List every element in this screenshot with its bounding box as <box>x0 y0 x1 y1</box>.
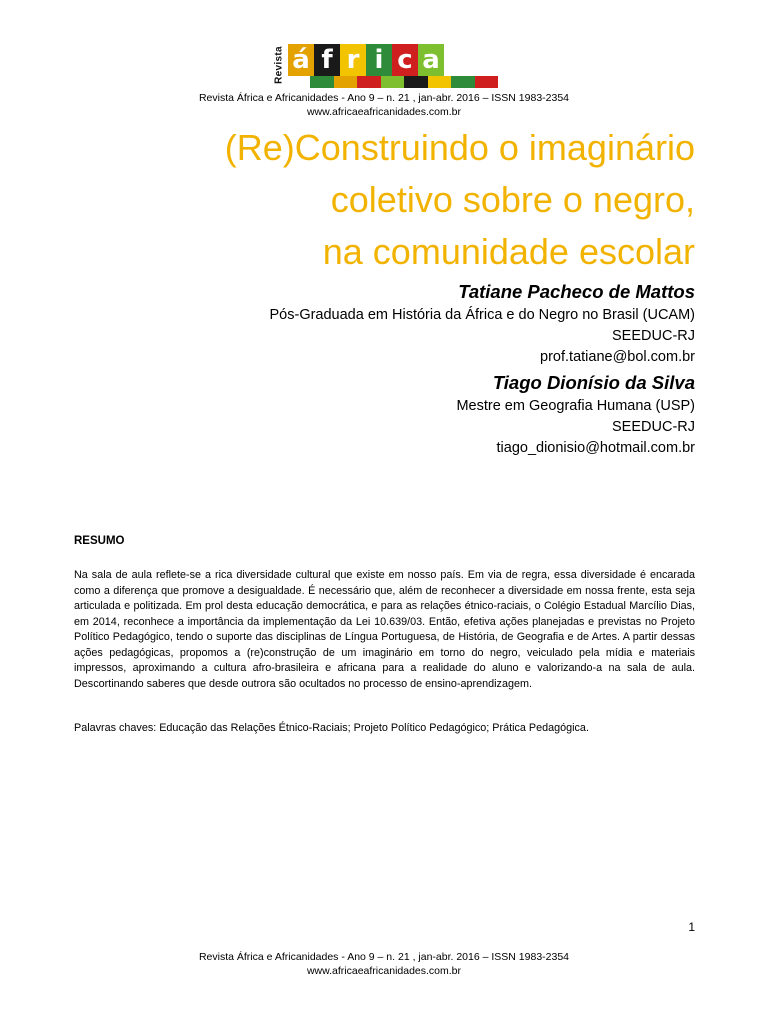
article-title-line-2: coletivo sobre o negro, <box>330 179 695 220</box>
header-website: www.africaeafricanidades.com.br <box>306 106 462 118</box>
logo-letter: a <box>418 44 444 76</box>
page-number: 1 <box>688 920 695 934</box>
logo-letter: i <box>366 44 392 76</box>
header-citation: Revista África e Africanidades - Ano 9 – n. 21 , jan-abr. 2016 – ISSN 1983-2354 <box>198 92 570 104</box>
author-institution: SEEDUC-RJ <box>612 419 695 435</box>
article-title-line-3: na comunidade escolar <box>322 231 695 272</box>
logo-letter: r <box>340 44 366 76</box>
author-email: tiago_dionisio@hotmail.com.br <box>496 440 695 456</box>
author-email: prof.tatiane@bol.com.br <box>540 349 695 365</box>
author-affiliation: Pós-Graduada em História da África e do Negro no Brasil (UCAM) <box>269 307 695 323</box>
abstract-body: Na sala de aula reflete-se a rica diversidade cultural que existe em nosso país. Em via de regra, essa diversidade é encarada como a diferença que promove a desigualdade. É necessário que, além de reconhecer a diversidade em nossa frente, esta seja articulada e politizada. Em prol desta educação democrática, e para as relações étnico-raciais, o Colégio Estadual Marcílio Dias, em 2014, reconhece a importância da implementação da Lei 10.639/03. Então, efetiva ações planejadas e previstas no Projeto Político Pedagógico, tendo o suporte das disciplinas de Língua Portuguesa, de História, de Geografia e de Artes. A partir dessas ações pedagógicas, propomos a (re)construção de um imaginário em torno do negro, veiculado pela mídia e materiais impressos, aproximando a cultura afro-brasileira e africana para a realidade do aluno e valorizando-a na sala de aula. Descortinando saberes que desde outrora são ocultados no processo de ensino-aprendizagem. <box>74 569 695 690</box>
footer-citation: Revista África e Africanidades - Ano 9 – n. 21 , jan-abr. 2016 – ISSN 1983-2354 <box>198 951 570 963</box>
logo-letter-blocks <box>288 44 444 76</box>
journal-logo <box>272 40 498 90</box>
logo-letter: á <box>288 44 314 76</box>
logo-letter: f <box>314 44 340 76</box>
author-name: Tiago Dionísio da Silva <box>492 372 695 393</box>
author-institution: SEEDUC-RJ <box>612 328 695 344</box>
author-affiliation: Mestre em Geografia Humana (USP) <box>456 398 695 414</box>
footer-website: www.africaeafricanidades.com.br <box>306 965 462 977</box>
logo-revista-word: Revista <box>273 46 285 84</box>
author-name: Tatiane Pacheco de Mattos <box>458 281 695 302</box>
logo-subtitle-strip <box>310 76 498 88</box>
article-title-line-1: (Re)Construindo o imaginário <box>224 127 695 168</box>
abstract-heading: RESUMO <box>74 535 125 547</box>
logo-letter: c <box>392 44 418 76</box>
keywords: Palavras chaves: Educação das Relações Étnico-Raciais; Projeto Político Pedagógico; Prática Pedagógica. <box>74 722 589 734</box>
